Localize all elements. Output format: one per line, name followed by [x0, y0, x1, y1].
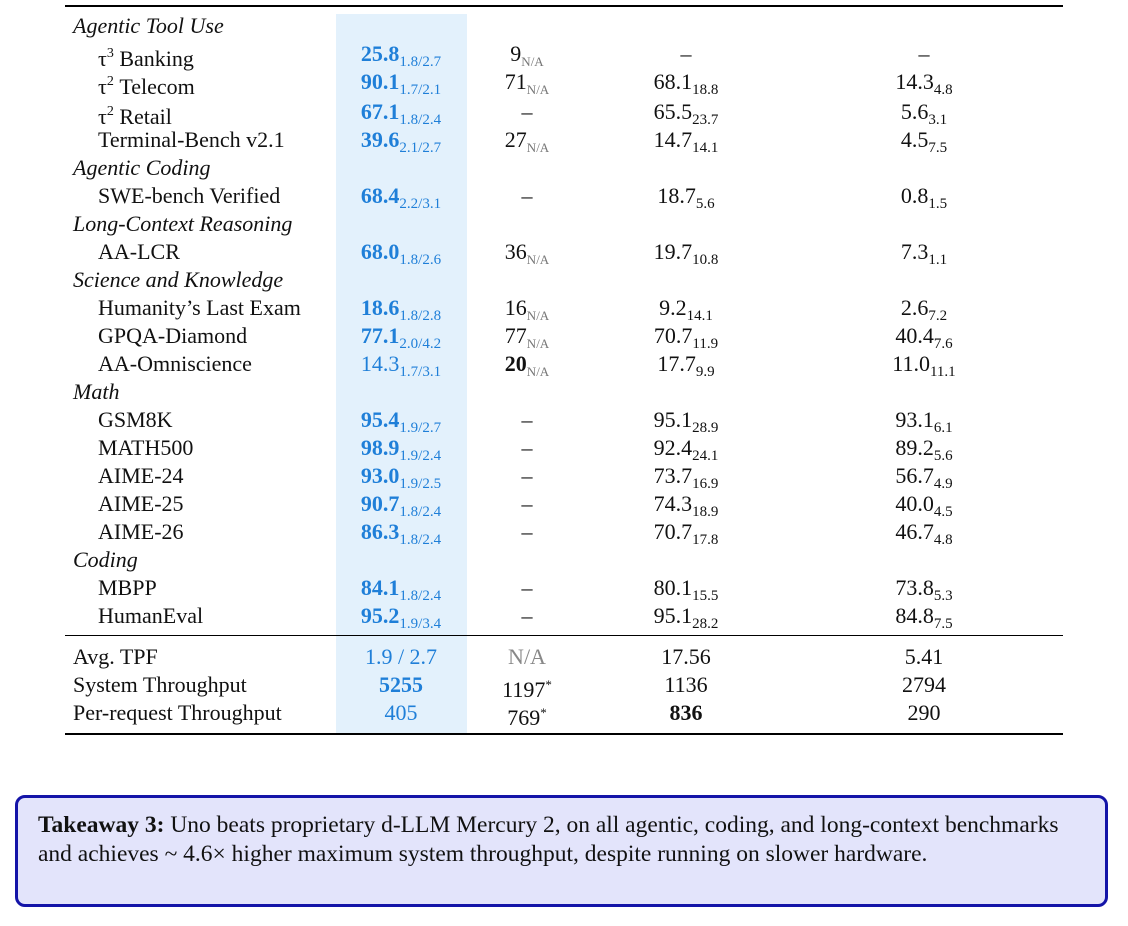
category-label: Agentic Coding — [73, 155, 211, 180]
uno-score — [361, 602, 441, 630]
benchmark-name — [98, 126, 285, 154]
model3-value: 68.1 — [653, 69, 693, 94]
mercury-subscript: N/A — [526, 252, 550, 267]
model3-value: – — [680, 41, 692, 66]
model4-subscript: 6.1 — [933, 420, 953, 436]
model3-value: 65.5 — [653, 99, 693, 124]
mercury-value: 16 — [504, 295, 527, 320]
model3-value: 9.2 — [659, 295, 687, 320]
benchmark-label: AIME-24 — [98, 463, 184, 488]
benchmark-symbol-exponent: 2 — [106, 74, 114, 89]
benchmark-name — [98, 574, 157, 602]
model3-subscript: 9.9 — [695, 364, 715, 380]
benchmark-label: HumanEval — [98, 603, 204, 628]
uno-value: 18.6 — [360, 295, 400, 320]
mercury-score — [522, 574, 533, 602]
uno-score — [361, 68, 441, 96]
uno-score — [361, 322, 441, 350]
table-row — [65, 40, 1063, 71]
benchmark-label: AIME-25 — [98, 491, 184, 516]
mercury-value: – — [521, 575, 533, 600]
model4-subscript: 1.1 — [928, 252, 948, 268]
uno-value: 67.1 — [360, 99, 400, 124]
mercury-subscript: N/A — [526, 364, 550, 379]
mercury-score — [505, 350, 549, 378]
mercury-summary-value: N/A — [508, 644, 546, 669]
model4-summary-value: 5.41 — [904, 644, 944, 669]
model4-score — [895, 462, 952, 490]
mercury-value: – — [521, 519, 533, 544]
mercury-summary — [508, 643, 546, 671]
model4-value: 4.5 — [900, 127, 929, 152]
uno-score — [361, 434, 441, 462]
table-row — [65, 462, 1063, 490]
table-bottom-rule — [65, 733, 1063, 735]
mercury-score — [522, 518, 533, 546]
model3-value: 18.7 — [657, 183, 696, 208]
model4-score — [901, 126, 947, 154]
footnote-mark: * — [540, 705, 547, 720]
summary-row — [65, 643, 1063, 671]
category-row — [65, 546, 1063, 574]
uno-subscript: 1.8/2.7 — [399, 54, 442, 70]
mercury-score — [522, 490, 533, 518]
uno-subscript: 1.8/2.4 — [399, 112, 442, 128]
model4-score — [895, 322, 952, 350]
model4-score — [919, 40, 930, 68]
mercury-value: – — [521, 99, 533, 124]
benchmark-name — [98, 238, 180, 266]
mercury-score — [522, 406, 533, 434]
category-label: Long-Context Reasoning — [73, 211, 293, 236]
benchmark-symbol-exponent: 3 — [106, 46, 114, 61]
mercury-subscript: N/A — [526, 140, 550, 155]
benchmark-label: AA-LCR — [98, 239, 180, 264]
model3-score — [654, 68, 719, 96]
model4-score — [901, 182, 947, 210]
uno-score — [361, 40, 441, 68]
table-mid-rule — [65, 635, 1063, 636]
benchmark-label: Telecom — [113, 74, 195, 99]
mercury-value: 20 — [504, 351, 527, 376]
model3-value: 19.7 — [653, 239, 693, 264]
table-row — [65, 350, 1063, 378]
model3-subscript: 14.1 — [692, 140, 719, 156]
mercury-value: – — [521, 603, 533, 628]
table-row — [65, 98, 1063, 129]
uno-subscript: 2.1/2.7 — [399, 140, 442, 156]
benchmark-label: Banking — [113, 46, 194, 71]
model3-summary-value: 836 — [669, 700, 703, 725]
mercury-value: – — [521, 183, 533, 208]
model3-subscript: 14.1 — [686, 308, 713, 324]
model4-score — [895, 68, 952, 96]
model4-value: 93.1 — [895, 407, 934, 432]
model3-value: 92.4 — [653, 435, 693, 460]
summary-row — [65, 699, 1063, 730]
category-row — [65, 210, 1063, 238]
mercury-summary — [507, 699, 547, 730]
model4-subscript: 1.5 — [928, 196, 948, 212]
uno-value: 68.4 — [360, 183, 400, 208]
model3-value: 73.7 — [653, 463, 693, 488]
model4-subscript: 5.6 — [933, 448, 953, 464]
benchmark-name — [98, 68, 195, 99]
model4-subscript: 7.5 — [933, 616, 953, 632]
benchmark-label: GSM8K — [98, 407, 173, 432]
table-row — [65, 602, 1063, 630]
model4-value: 40.4 — [895, 323, 934, 348]
benchmark-name — [98, 434, 193, 462]
uno-subscript: 1.9/2.5 — [399, 476, 442, 492]
benchmark-name — [98, 40, 194, 71]
uno-score — [361, 294, 441, 322]
model3-summary-value: 1136 — [664, 672, 708, 697]
benchmark-label: AIME-26 — [98, 519, 184, 544]
table-row — [65, 322, 1063, 350]
model3-subscript: 24.1 — [692, 448, 719, 464]
benchmark-symbol: τ — [98, 104, 107, 129]
model4-score — [895, 406, 952, 434]
model3-subscript: 18.8 — [692, 82, 719, 98]
model4-value: 11.0 — [892, 351, 930, 376]
model4-subscript: 7.2 — [928, 308, 948, 324]
model3-score — [654, 434, 719, 462]
uno-value: 25.8 — [360, 41, 400, 66]
model4-value: 0.8 — [900, 183, 929, 208]
table-row — [65, 518, 1063, 546]
mercury-score — [510, 40, 543, 68]
uno-value: 86.3 — [360, 519, 400, 544]
mercury-subscript: N/A — [526, 336, 550, 351]
mercury-subscript: N/A — [526, 82, 550, 97]
model3-value: 80.1 — [653, 575, 693, 600]
mercury-score — [522, 434, 533, 462]
uno-value: 84.1 — [360, 575, 400, 600]
uno-value: 39.6 — [360, 127, 400, 152]
model3-score — [654, 98, 719, 126]
model3-value: 70.7 — [653, 323, 693, 348]
model4-value: 73.8 — [895, 575, 934, 600]
uno-subscript: 1.8/2.4 — [399, 504, 442, 520]
table-row — [65, 182, 1063, 210]
model4-value: 2.6 — [900, 295, 929, 320]
summary-label: System Throughput — [73, 672, 247, 697]
benchmark-name — [98, 462, 184, 490]
model3-score — [681, 40, 692, 68]
uno-subscript: 1.8/2.6 — [399, 252, 442, 268]
mercury-summary-value: 769 — [507, 705, 541, 730]
model3-summary-value: 17.56 — [661, 644, 711, 669]
benchmark-name — [98, 518, 184, 546]
uno-subscript: 2.2/3.1 — [399, 196, 442, 212]
mercury-score — [522, 602, 533, 630]
benchmark-name — [98, 322, 247, 350]
model3-score — [657, 182, 714, 210]
uno-subscript: 1.8/2.4 — [399, 588, 442, 604]
model3-value: 70.7 — [653, 519, 693, 544]
benchmark-label: GPQA-Diamond — [98, 323, 248, 348]
uno-score — [361, 182, 441, 210]
model3-subscript: 11.9 — [692, 336, 719, 352]
uno-subscript: 1.9/3.4 — [399, 616, 442, 632]
benchmark-name — [98, 602, 203, 630]
model3-subscript: 5.6 — [695, 196, 715, 212]
mercury-value: – — [521, 435, 533, 460]
model4-subscript: 4.8 — [933, 532, 953, 548]
table-row — [65, 434, 1063, 462]
benchmark-label: AA-Omniscience — [98, 351, 252, 376]
mercury-value: 36 — [504, 239, 527, 264]
model3-score — [654, 238, 719, 266]
mercury-score — [522, 462, 533, 490]
model3-value: 95.1 — [653, 603, 693, 628]
uno-value: 95.2 — [360, 603, 400, 628]
model3-score — [654, 490, 719, 518]
model3-score — [657, 350, 714, 378]
model3-subscript: 18.9 — [692, 504, 719, 520]
uno-value: 14.3 — [360, 351, 400, 376]
uno-score — [361, 350, 441, 378]
uno-score — [361, 126, 441, 154]
model4-score — [901, 294, 947, 322]
table-row — [65, 490, 1063, 518]
model4-value: 89.2 — [895, 435, 934, 460]
model4-value: 7.3 — [900, 239, 929, 264]
uno-score — [361, 238, 441, 266]
uno-score — [361, 406, 441, 434]
mercury-score — [505, 238, 549, 266]
uno-value: 77.1 — [360, 323, 400, 348]
model3-subscript: 10.8 — [692, 252, 719, 268]
model3-score — [654, 462, 719, 490]
benchmark-label: Terminal-Bench v2.1 — [98, 127, 285, 152]
model4-summary-value: 290 — [907, 700, 941, 725]
mercury-score — [505, 126, 549, 154]
benchmark-label: Retail — [113, 104, 172, 129]
model4-subscript: 7.6 — [933, 336, 953, 352]
model4-value: – — [918, 41, 930, 66]
model3-score — [654, 574, 719, 602]
benchmark-name — [98, 406, 173, 434]
uno-summary-value: 5255 — [379, 672, 423, 697]
benchmark-name — [98, 294, 301, 322]
model4-score — [895, 574, 952, 602]
model4-score — [895, 490, 952, 518]
model4-subscript: 4.5 — [933, 504, 953, 520]
mercury-value: 27 — [504, 127, 527, 152]
mercury-score — [505, 322, 549, 350]
table-row — [65, 294, 1063, 322]
model4-value: 5.6 — [900, 99, 929, 124]
table-row — [65, 238, 1063, 266]
model3-subscript: 28.2 — [692, 616, 719, 632]
mercury-score — [505, 294, 549, 322]
mercury-value: – — [521, 491, 533, 516]
uno-score — [361, 574, 441, 602]
benchmark-symbol: τ — [98, 74, 107, 99]
uno-summary-value: 405 — [384, 700, 418, 725]
model3-subscript: 28.9 — [692, 420, 719, 436]
mercury-score — [522, 98, 533, 126]
uno-score — [361, 98, 441, 126]
model4-value: 56.7 — [895, 463, 934, 488]
model3-value: 95.1 — [653, 407, 693, 432]
uno-value: 90.1 — [360, 69, 400, 94]
uno-score — [361, 462, 441, 490]
model4-subscript: 4.8 — [933, 82, 953, 98]
model3-score — [654, 126, 719, 154]
model4-value: 14.3 — [895, 69, 934, 94]
model4-subscript: 11.1 — [929, 364, 956, 380]
model3-value: 17.7 — [657, 351, 696, 376]
model4-value: 46.7 — [895, 519, 934, 544]
model3-score — [659, 294, 713, 322]
footnote-mark: * — [545, 677, 552, 692]
takeaway-body: Uno beats proprietary d-LLM Mercury 2, on all agentic, coding, and long-context benchmarks and achieves ~ 4.6× higher maximum system throughput, despite running on slower hardware. — [38, 812, 1059, 867]
benchmark-name — [98, 182, 280, 210]
model3-score — [654, 406, 719, 434]
mercury-subscript: N/A — [526, 308, 550, 323]
model3-score — [654, 518, 719, 546]
model3-value: 14.7 — [653, 127, 693, 152]
uno-subscript: 1.8/2.4 — [399, 532, 442, 548]
mercury-value: – — [521, 407, 533, 432]
summary-row — [65, 671, 1063, 702]
uno-subscript: 1.9/2.4 — [399, 448, 442, 464]
model3-subscript: 17.8 — [692, 532, 719, 548]
uno-summary-value: 1.9 / 2.7 — [364, 644, 438, 669]
benchmark-label: MBPP — [98, 575, 157, 600]
benchmark-name — [98, 490, 184, 518]
table-row — [65, 574, 1063, 602]
uno-value: 90.7 — [360, 491, 400, 516]
model3-subscript: 16.9 — [692, 476, 719, 492]
table-row — [65, 126, 1063, 154]
model4-subscript: 3.1 — [928, 112, 948, 128]
model4-score — [895, 602, 952, 630]
category-label: Science and Knowledge — [73, 267, 284, 292]
model4-score — [895, 518, 952, 546]
mercury-value: 9 — [510, 41, 522, 66]
uno-subscript: 1.7/2.1 — [399, 82, 442, 98]
uno-subscript: 2.0/4.2 — [399, 336, 442, 352]
benchmark-symbol: τ — [98, 46, 107, 71]
category-label: Agentic Tool Use — [73, 13, 224, 38]
mercury-summary-value: 1197 — [502, 677, 546, 702]
uno-value: 68.0 — [360, 239, 400, 264]
model3-score — [654, 602, 719, 630]
model4-subscript: 4.9 — [933, 476, 953, 492]
takeaway-box — [15, 795, 1108, 907]
model4-score — [895, 434, 952, 462]
uno-subscript: 1.9/2.7 — [399, 420, 442, 436]
mercury-value: – — [521, 463, 533, 488]
model4-score — [901, 98, 947, 126]
mercury-subscript: N/A — [521, 54, 544, 69]
mercury-score — [522, 182, 533, 210]
mercury-value: 71 — [504, 69, 527, 94]
model4-subscript: 7.5 — [928, 140, 948, 156]
benchmark-label: SWE-bench Verified — [98, 183, 281, 208]
mercury-score — [505, 68, 549, 96]
category-row — [65, 266, 1063, 294]
uno-score — [361, 490, 441, 518]
model4-value: 40.0 — [895, 491, 934, 516]
summary-label: Avg. TPF — [73, 644, 158, 669]
category-label: Coding — [73, 547, 138, 572]
model4-score — [892, 350, 955, 378]
category-label: Math — [73, 379, 120, 404]
table-row — [65, 406, 1063, 434]
benchmark-name — [98, 350, 252, 378]
model4-score — [901, 238, 947, 266]
uno-value: 98.9 — [360, 435, 400, 460]
model3-subscript: 15.5 — [692, 588, 719, 604]
summary-label: Per-request Throughput — [73, 700, 282, 725]
uno-subscript: 1.7/3.1 — [399, 364, 442, 380]
mercury-value: 77 — [504, 323, 527, 348]
benchmark-name — [98, 98, 172, 129]
model4-summary-value: 2794 — [902, 672, 946, 697]
category-row — [65, 12, 1063, 40]
benchmark-symbol-exponent: 2 — [106, 104, 114, 119]
model3-score — [654, 322, 718, 350]
mercury-summary — [502, 671, 552, 702]
uno-value: 93.0 — [360, 463, 400, 488]
uno-value: 95.4 — [360, 407, 400, 432]
benchmark-label: MATH500 — [98, 435, 194, 460]
model4-value: 84.8 — [895, 603, 934, 628]
takeaway-title: Takeaway 3: — [38, 812, 165, 838]
uno-score — [361, 518, 441, 546]
uno-subscript: 1.8/2.8 — [399, 308, 442, 324]
model3-subscript: 23.7 — [692, 112, 719, 128]
table-top-rule — [65, 5, 1063, 7]
category-row — [65, 378, 1063, 406]
table-row — [65, 68, 1063, 99]
category-row — [65, 154, 1063, 182]
model3-value: 74.3 — [653, 491, 693, 516]
benchmark-label: Humanity’s Last Exam — [98, 295, 301, 320]
model4-subscript: 5.3 — [933, 588, 953, 604]
